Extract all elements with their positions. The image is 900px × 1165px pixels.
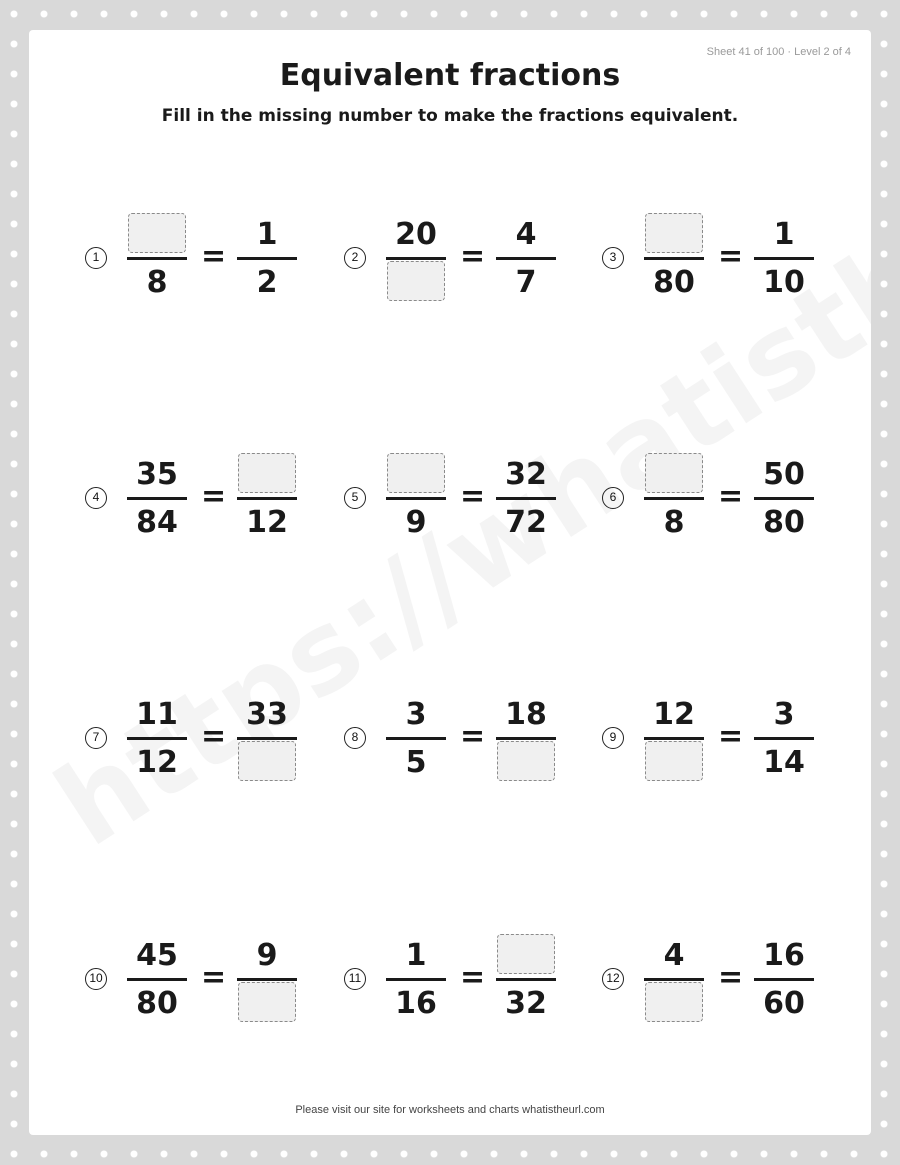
fraction-bar: [386, 497, 446, 500]
fraction-bar: [754, 257, 814, 260]
problem-number: 7: [85, 727, 107, 749]
problem-10: [85, 934, 315, 1024]
fraction-bar: [496, 257, 556, 260]
fraction-bar: [496, 737, 556, 740]
fraction-bar: [237, 257, 297, 260]
footer-note: Please visit our site for worksheets and charts whatistheurl.com: [295, 1104, 605, 1116]
page-title: Equivalent fractions: [279, 58, 621, 93]
denominator: 80: [653, 265, 695, 300]
denominator: 12: [136, 745, 178, 780]
fraction-bar: [127, 257, 187, 260]
fraction-bar: [644, 497, 704, 500]
problem-number: 8: [344, 727, 366, 749]
equals-sign: =: [460, 479, 486, 514]
problem-3: [602, 213, 832, 303]
equals-sign: =: [718, 479, 744, 514]
answer-box[interactable]: [645, 453, 703, 493]
fraction-bar: [644, 978, 704, 981]
instructions: Fill in the missing number to make the fractions equivalent.: [161, 106, 739, 126]
numerator: 33: [246, 697, 288, 732]
problem-number: 4: [85, 487, 107, 509]
answer-box[interactable]: [497, 741, 555, 781]
fraction-right: [237, 213, 297, 303]
answer-box[interactable]: [128, 213, 186, 253]
equals-sign: =: [460, 719, 486, 754]
numerator: 9: [256, 938, 278, 973]
denominator: 5: [405, 745, 427, 780]
numerator: 1: [256, 217, 278, 252]
answer-box[interactable]: [645, 982, 703, 1022]
numerator: 18: [505, 697, 547, 732]
denominator: 80: [763, 505, 805, 540]
fraction-left: [386, 453, 446, 543]
fraction-right: [496, 693, 556, 783]
fraction-bar: [237, 737, 297, 740]
fraction-bar: [386, 978, 446, 981]
answer-box[interactable]: [645, 741, 703, 781]
equals-sign: =: [201, 960, 227, 995]
denominator: 12: [246, 505, 288, 540]
fraction-right: [237, 934, 297, 1024]
numerator: 20: [395, 217, 437, 252]
fraction-right: [754, 213, 814, 303]
answer-box[interactable]: [645, 213, 703, 253]
fraction-right: [754, 453, 814, 543]
fraction-left: [127, 453, 187, 543]
problem-number: 2: [344, 247, 366, 269]
fraction-left: [127, 213, 187, 303]
problem-number: 11: [344, 968, 366, 990]
fraction-right: [754, 934, 814, 1024]
worksheet-page: [29, 30, 871, 1135]
numerator: 32: [505, 457, 547, 492]
equals-sign: =: [460, 239, 486, 274]
problem-number: 1: [85, 247, 107, 269]
problem-8: [344, 693, 574, 783]
fraction-left: [644, 934, 704, 1024]
numerator: 3: [773, 697, 795, 732]
numerator: 4: [515, 217, 537, 252]
fraction-right: [237, 693, 297, 783]
fraction-right: [496, 453, 556, 543]
problem-1: [85, 213, 315, 303]
problem-number: 10: [85, 968, 107, 990]
problem-5: [344, 453, 574, 543]
denominator: 16: [395, 986, 437, 1021]
answer-box[interactable]: [238, 453, 296, 493]
equals-sign: =: [201, 719, 227, 754]
equals-sign: =: [718, 719, 744, 754]
problem-2: [344, 213, 574, 303]
fraction-left: [644, 453, 704, 543]
fraction-bar: [754, 497, 814, 500]
fraction-bar: [386, 257, 446, 260]
answer-box[interactable]: [387, 261, 445, 301]
denominator: 8: [663, 505, 685, 540]
fraction-right: [754, 693, 814, 783]
fraction-left: [386, 934, 446, 1024]
denominator: 32: [505, 986, 547, 1021]
denominator: 72: [505, 505, 547, 540]
denominator: 80: [136, 986, 178, 1021]
numerator: 1: [405, 938, 427, 973]
denominator: 2: [256, 265, 278, 300]
fraction-bar: [127, 497, 187, 500]
fraction-bar: [754, 978, 814, 981]
fraction-bar: [644, 737, 704, 740]
problem-9: [602, 693, 832, 783]
problem-11: [344, 934, 574, 1024]
denominator: 60: [763, 986, 805, 1021]
problem-number: 12: [602, 968, 624, 990]
equals-sign: =: [460, 960, 486, 995]
denominator: 14: [763, 745, 805, 780]
fraction-right: [496, 934, 556, 1024]
fraction-bar: [127, 737, 187, 740]
numerator: 1: [773, 217, 795, 252]
denominator: 10: [763, 265, 805, 300]
sheet-info: Sheet 41 of 100 · Level 2 of 4: [706, 46, 851, 58]
numerator: 35: [136, 457, 178, 492]
fraction-left: [644, 213, 704, 303]
problem-number: 5: [344, 487, 366, 509]
numerator: 16: [763, 938, 805, 973]
fraction-right: [237, 453, 297, 543]
fraction-bar: [644, 257, 704, 260]
answer-box[interactable]: [238, 741, 296, 781]
numerator: 11: [136, 697, 178, 732]
answer-box[interactable]: [497, 934, 555, 974]
fraction-bar: [496, 497, 556, 500]
problem-number: 9: [602, 727, 624, 749]
fraction-bar: [754, 737, 814, 740]
fraction-bar: [127, 978, 187, 981]
equals-sign: =: [201, 479, 227, 514]
fraction-left: [127, 934, 187, 1024]
problem-12: [602, 934, 832, 1024]
answer-box[interactable]: [387, 453, 445, 493]
numerator: 45: [136, 938, 178, 973]
fraction-bar: [237, 978, 297, 981]
denominator: 84: [136, 505, 178, 540]
numerator: 50: [763, 457, 805, 492]
fraction-left: [386, 693, 446, 783]
equals-sign: =: [718, 960, 744, 995]
answer-box[interactable]: [238, 982, 296, 1022]
fraction-right: [496, 213, 556, 303]
problem-number: 6: [602, 487, 624, 509]
equals-sign: =: [718, 239, 744, 274]
numerator: 4: [663, 938, 685, 973]
fraction-left: [386, 213, 446, 303]
numerator: 3: [405, 697, 427, 732]
equals-sign: =: [201, 239, 227, 274]
fraction-bar: [496, 978, 556, 981]
fraction-bar: [386, 737, 446, 740]
problem-4: [85, 453, 315, 543]
fraction-left: [644, 693, 704, 783]
numerator: 12: [653, 697, 695, 732]
fraction-left: [127, 693, 187, 783]
problem-7: [85, 693, 315, 783]
fraction-bar: [237, 497, 297, 500]
denominator: 8: [146, 265, 168, 300]
problem-number: 3: [602, 247, 624, 269]
denominator: 9: [405, 505, 427, 540]
problem-6: [602, 453, 832, 543]
denominator: 7: [515, 265, 537, 300]
